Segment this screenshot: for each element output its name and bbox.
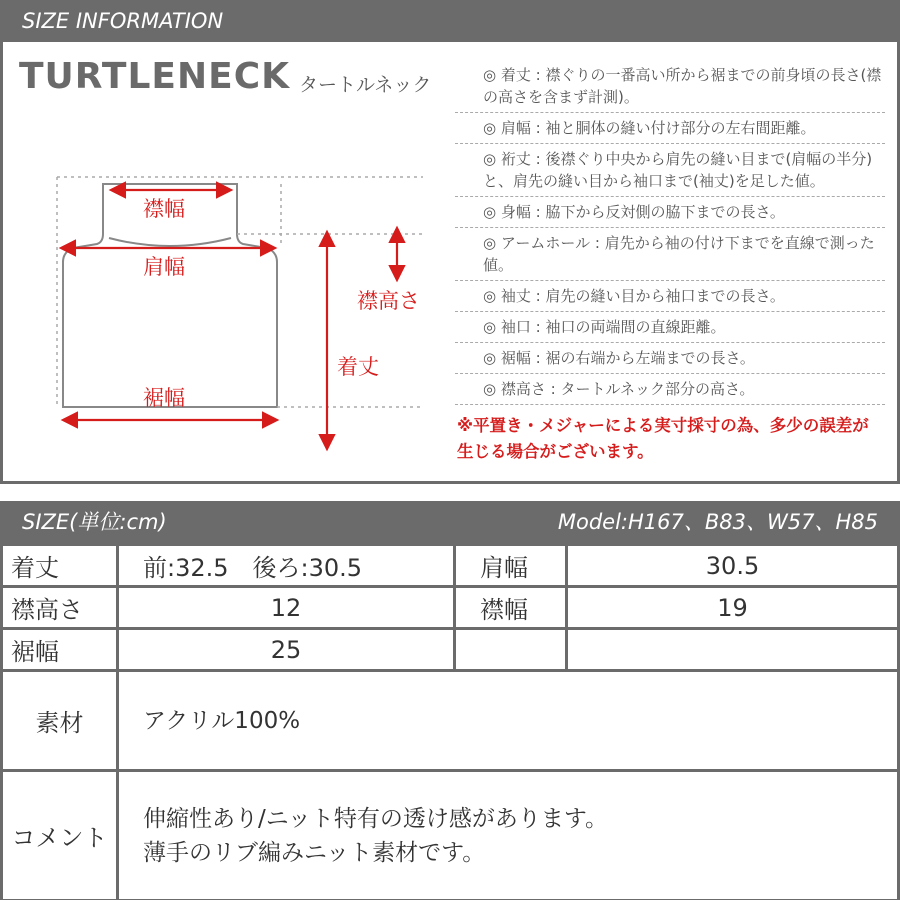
collar-width-label: 襟幅: [143, 197, 185, 221]
note-body-width: ◎ 身幅 : 脇下から反対側の脇下までの長さ。: [455, 197, 885, 228]
hem-width-label: 裾幅: [143, 386, 185, 410]
note-hem: ◎ 裾幅 : 裾の右端から左端までの長さ。: [455, 343, 885, 374]
size-table: [0, 543, 900, 900]
comment-line: 伸縮性あり/ニット特有の透け感があります。: [143, 805, 608, 832]
model-info: Model:H167、B83、W57、H85: [557, 510, 878, 534]
table-cell: 19: [567, 587, 899, 629]
table-header-cell: 肩幅: [455, 545, 567, 587]
note-collar-height: ◎ 襟高さ : タートルネック部分の高さ。: [455, 374, 885, 405]
note-armhole: ◎ アームホール : 肩先から袖の付け下までを直線で測った値。: [455, 228, 885, 281]
table-cell: 30.5: [567, 545, 899, 587]
table-row: [2, 587, 899, 629]
size-unit-title: SIZE(単位:cm): [22, 510, 167, 534]
collar-height-label: 襟高さ: [357, 289, 420, 313]
table-cell: 12: [118, 587, 455, 629]
measurement-notes: [455, 60, 885, 465]
table-header-cell: 襟幅: [455, 587, 567, 629]
table-header-cell: [455, 629, 567, 671]
size-information-title: SIZE INFORMATION: [22, 9, 224, 33]
table-cell: 前:32.5 後ろ:30.5: [118, 545, 455, 587]
table-row: [2, 629, 899, 671]
product-type-title: TURTLENECK: [19, 56, 291, 97]
table-row: [2, 771, 899, 900]
table-cell: 25: [118, 629, 455, 671]
note-cuff: ◎ 袖口 : 袖口の両端間の直線距離。: [455, 312, 885, 343]
note-yuki: ◎ 裄丈 : 後襟ぐり中央から肩先の縫い目まで(肩幅の半分)と、肩先の縫い目から袖口まで(袖丈)を足した値。: [455, 144, 885, 197]
comment-line: 薄手のリブ編みニット素材です。: [143, 839, 486, 866]
table-header-cell: 裾幅: [2, 629, 118, 671]
table-row: [2, 545, 899, 587]
product-type-kana: タートルネック: [299, 74, 432, 96]
note-shoulder: ◎ 肩幅 : 袖と胴体の縫い付け部分の左右間距離。: [455, 113, 885, 144]
material-header: 素材: [2, 671, 118, 771]
table-cell: [567, 629, 899, 671]
note-length: ◎ 着丈 : 襟ぐりの一番高い所から裾までの前身頃の長さ(襟の高さを含まず計測)。: [455, 60, 885, 113]
comment-header: コメント: [2, 771, 118, 900]
turtleneck-diagram: [43, 162, 443, 482]
table-header-cell: 着丈: [2, 545, 118, 587]
comment-value: [118, 771, 899, 900]
measurement-warning: ※平置き・メジャーによる実寸採寸の為、多少の誤差が生じる場合がございます。: [457, 416, 869, 461]
size-table-header: [0, 501, 900, 543]
table-header-cell: 襟高さ: [2, 587, 118, 629]
note-sleeve-length: ◎ 袖丈 : 肩先の縫い目から袖口までの長さ。: [455, 281, 885, 312]
size-information-header: [0, 0, 900, 42]
size-information-panel: [0, 42, 900, 484]
table-row: [2, 671, 899, 771]
shoulder-width-label: 肩幅: [143, 255, 185, 279]
length-label: 着丈: [337, 355, 379, 379]
material-value: アクリル100%: [118, 671, 899, 771]
